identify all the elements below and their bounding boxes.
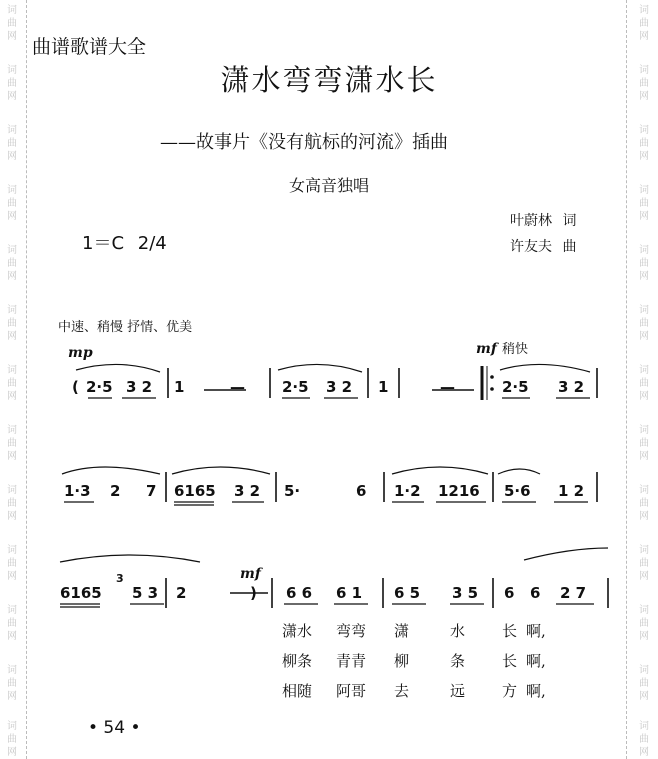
- watermark: 词 曲 网: [7, 365, 17, 402]
- open-paren: (: [72, 378, 79, 396]
- watermark: 词 曲 网: [7, 125, 17, 162]
- lyric-word: 相随: [282, 682, 313, 700]
- lyric-word: 水: [450, 622, 466, 640]
- note: 3 2: [558, 378, 585, 396]
- lyricist-role: 词: [562, 213, 577, 229]
- watermark: 词 曲 网: [639, 425, 649, 462]
- watermark: 词 曲 网: [7, 5, 17, 42]
- note: 6: [530, 584, 541, 602]
- watermark: 词 曲 网: [639, 65, 649, 102]
- underlines: [60, 398, 594, 607]
- note: 5 3: [132, 584, 159, 602]
- note: 3 2: [126, 378, 153, 396]
- note: 2·5: [502, 378, 529, 396]
- tempo-note: 稍快: [501, 342, 528, 357]
- watermark: 词 曲 网: [639, 485, 649, 522]
- note: 1: [174, 378, 185, 396]
- grace-note: 3: [116, 572, 124, 585]
- page-number: • 54 •: [88, 718, 141, 738]
- lyric-word: 啊,: [526, 622, 546, 640]
- lyric-word: 长: [502, 652, 518, 670]
- composer-name: 许友夫: [510, 239, 552, 255]
- watermark: 词 曲 网: [7, 305, 17, 342]
- note: 1·3: [64, 482, 91, 500]
- composer-role: 曲: [562, 239, 577, 255]
- lyric-word: 啊,: [526, 682, 546, 700]
- watermark: 词 曲 网: [7, 721, 17, 758]
- note: 6165: [174, 482, 216, 500]
- dash: —: [230, 378, 245, 396]
- note: 1 2: [558, 482, 585, 500]
- watermark: 词 曲 网: [639, 721, 649, 758]
- watermark: 词 曲 网: [7, 185, 17, 222]
- watermark: 词 曲 网: [639, 545, 649, 582]
- note: 6: [504, 584, 515, 602]
- watermark: 词 曲 网: [7, 245, 17, 282]
- key-label: 1＝C: [82, 233, 125, 254]
- note: 6 6: [286, 584, 313, 602]
- lyric-word: 阿哥: [336, 682, 367, 700]
- dynamic-mp: mp: [68, 345, 93, 361]
- watermark: 词 曲 网: [639, 365, 649, 402]
- voice-type: 女高音独唱: [288, 176, 369, 195]
- lyric-word: 柳条: [282, 652, 313, 670]
- lyric-word: 啊,: [526, 652, 546, 670]
- note: 7: [146, 482, 157, 500]
- watermark: 词 曲 网: [7, 665, 17, 702]
- note: 1: [378, 378, 389, 396]
- watermark: 词 曲 网: [7, 65, 17, 102]
- note: 5·: [284, 482, 301, 500]
- note: 6 1: [336, 584, 363, 602]
- watermark: 词 曲 网: [639, 125, 649, 162]
- site-label: 曲谱歌谱大全: [32, 36, 147, 58]
- note: 6: [356, 482, 367, 500]
- dynamic-mf: mf: [240, 566, 261, 582]
- repeat-dots: [490, 375, 494, 391]
- barlines: [166, 366, 608, 608]
- close-paren: ): [250, 584, 257, 602]
- note: 2·5: [282, 378, 309, 396]
- tempo-marking: 中速、稍慢 抒情、优美: [58, 320, 193, 335]
- watermark: 词 曲 网: [639, 245, 649, 282]
- song-title: 潇水弯弯潇水长: [220, 63, 438, 97]
- note: 2: [176, 584, 187, 602]
- note: 2·5: [86, 378, 113, 396]
- lyric-word: 方: [502, 682, 518, 700]
- watermark: 词 曲 网: [639, 665, 649, 702]
- lyricist-name: 叶蔚林: [510, 213, 552, 229]
- watermark: 词 曲 网: [7, 605, 17, 642]
- dash: —: [440, 378, 455, 396]
- time-signature: 2/4: [137, 233, 167, 254]
- watermark: 词 曲 网: [639, 605, 649, 642]
- lyric-word: 青青: [336, 652, 367, 670]
- lyric-word: 潇水: [282, 622, 313, 640]
- watermark: 词 曲 网: [7, 485, 17, 522]
- note: 1·2: [394, 482, 421, 500]
- lyric-word: 条: [450, 652, 466, 670]
- dynamic-mf: mf: [476, 341, 497, 357]
- lyric-word: 长: [502, 622, 518, 640]
- watermark: 词 曲 网: [639, 5, 649, 42]
- watermark: 词 曲 网: [639, 305, 649, 342]
- note: 2: [110, 482, 121, 500]
- lyric-word: 弯弯: [336, 622, 367, 640]
- note: 5·6: [504, 482, 531, 500]
- lyric-word: 远: [450, 682, 466, 700]
- note: 3 2: [234, 482, 261, 500]
- note: 3 2: [326, 378, 353, 396]
- watermark: 词 曲 网: [7, 545, 17, 582]
- lyric-word: 潇: [394, 622, 410, 640]
- note: 2 7: [560, 584, 587, 602]
- lyric-word: 去: [394, 682, 410, 700]
- note: 6 5: [394, 584, 421, 602]
- lyric-word: 柳: [394, 652, 410, 670]
- note: 1216: [438, 482, 480, 500]
- watermark: 词 曲 网: [7, 425, 17, 462]
- note: 3 5: [452, 584, 479, 602]
- note: 6165: [60, 584, 102, 602]
- watermark: 词 曲 网: [639, 185, 649, 222]
- song-subtitle: ——故事片《没有航标的河流》插曲: [160, 132, 448, 153]
